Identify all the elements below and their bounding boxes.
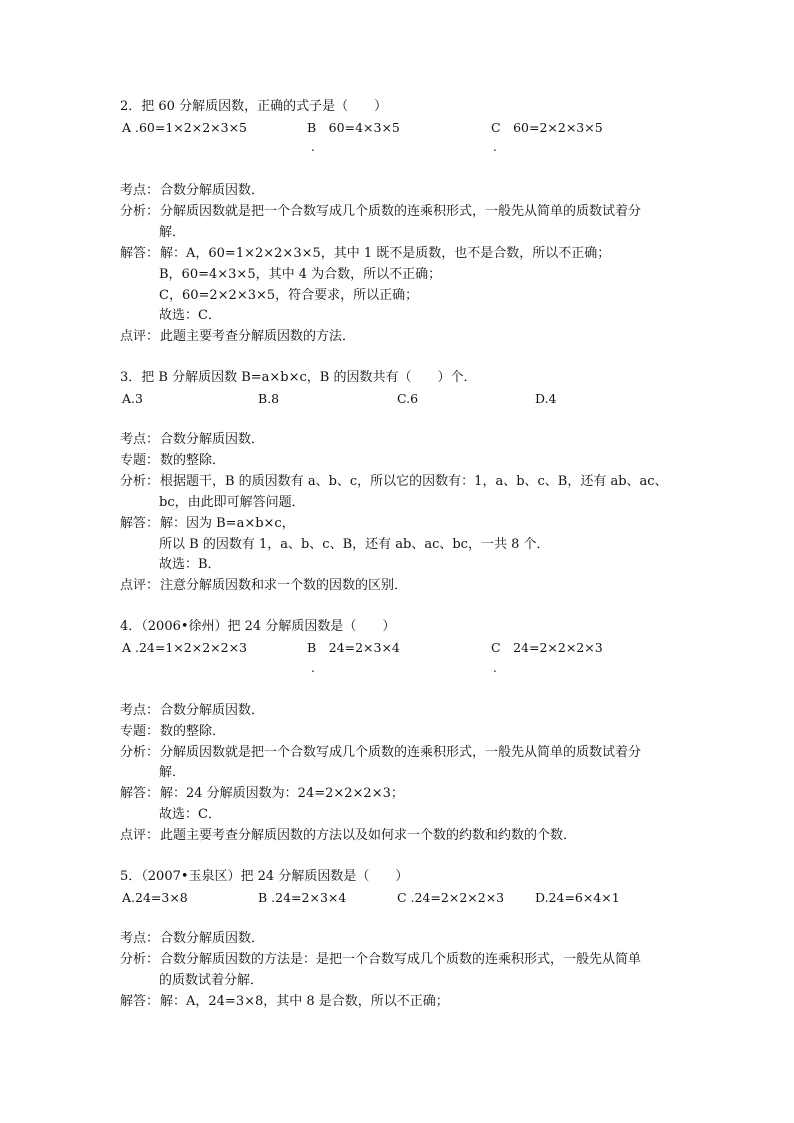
q2-fenxi-cont: 解． [159, 225, 186, 240]
q3-kaodian: 考点：合数分解质因数． [120, 432, 265, 447]
q2-fenxi: 分析：分解质因数就是把一个合数写成几个质数的连乘积形式，一般先从简单的质数试着分 [120, 204, 642, 219]
q3-jieda-2: 所以 B 的因数有 1，a、b、c、B，还有 ab、ac、bc，一共 8 个． [159, 537, 550, 552]
q4-fenxi: 分析：分解质因数就是把一个合数写成几个质数的连乘积形式，一般先从简单的质数试着分 [120, 745, 642, 760]
q3-fenxi-cont: bc，由此即可解答问题． [159, 495, 305, 510]
q4-option-a: A .24=1×2×2×2×3 [122, 640, 248, 655]
q5-option-b: B .24=2×3×4 [258, 890, 347, 905]
q5-title: 5．（2007•玉泉区）把 24 分解质因数是（ ） [120, 869, 409, 884]
q5-fenxi: 分析：合数分解质因数的方法是：是把一个合数写成几个质数的连乘积形式，一般先从简单 [120, 952, 642, 967]
q2-jieda-4: 故选：C． [159, 308, 221, 323]
q5-kaodian: 考点：合数分解质因数． [120, 931, 265, 946]
q2-kaodian: 考点：合数分解质因数． [120, 183, 265, 198]
q4-title: 4．（2006•徐州）把 24 分解质因数是（ ） [120, 619, 396, 634]
q3-option-c: C.6 [397, 391, 419, 406]
q5-option-d: D.24=6×4×1 [535, 890, 620, 905]
q5-fenxi-cont: 的质数试着分解． [159, 973, 264, 988]
q4-kaodian: 考点：合数分解质因数． [120, 703, 265, 718]
q2-dot-c: . [493, 140, 497, 154]
q4-option-b: B 24=2×3×4 [307, 640, 400, 655]
q5-jieda: 解答：解：A，24=3×8，其中 8 是合数，所以不正确； [120, 994, 449, 1009]
q2-option-a: A .60=1×2×2×3×5 [122, 120, 248, 135]
q2-jieda-3: C，60=2×2×3×5，符合要求，所以正确； [159, 288, 419, 303]
q4-jieda: 解答：解：24 分解质因数为：24=2×2×2×3； [120, 786, 404, 801]
q3-zhuanti: 专题：数的整除． [120, 453, 226, 468]
q2-option-b: B 60=4×3×5 [307, 120, 400, 135]
q4-fenxi-cont: 解． [159, 765, 186, 780]
q4-dot-b: . [311, 661, 315, 675]
q2-title: 2．把 60 分解质因数，正确的式子是（ ） [120, 99, 388, 114]
q3-jieda-3: 故选：B． [159, 557, 221, 572]
q2-jieda-2: B，60=4×3×5，其中 4 为合数，所以不正确； [159, 267, 442, 282]
q2-option-c: C 60=2×2×3×5 [491, 120, 603, 135]
q3-option-a: A.3 [122, 391, 143, 406]
q5-option-c: C .24=2×2×2×3 [397, 890, 505, 905]
q4-option-c: C 24=2×2×2×3 [491, 640, 603, 655]
q3-jieda: 解答：解：因为 B=a×b×c， [120, 516, 295, 531]
q4-dianping: 点评：此题主要考查分解质因数的方法以及如何求一个数的约数和约数的个数． [120, 828, 577, 843]
q4-zhuanti: 专题：数的整除． [120, 724, 226, 739]
q3-dianping: 点评：注意分解质因数和求一个数的因数的区别． [120, 578, 408, 593]
q2-dianping: 点评：此题主要考查分解质因数的方法． [120, 329, 356, 344]
q4-dot-c: . [493, 661, 497, 675]
q2-jieda: 解答：解：A，60=1×2×2×3×5，其中 1 既不是质数，也不是合数，所以不正确； [120, 246, 611, 261]
q5-option-a: A.24=3×8 [122, 890, 188, 905]
q3-title: 3．把 B 分解质因数 B=a×b×c，B 的因数共有（ ）个． [120, 370, 477, 385]
q4-jieda-2: 故选：C． [159, 807, 221, 822]
q2-dot-b: . [311, 140, 315, 154]
q3-fenxi: 分析：根据题干，B 的质因数有 a、b、c，所以它的因数有：1，a、b、c、B，还有 ab、ac、 [120, 474, 668, 489]
q3-option-b: B.8 [258, 391, 280, 406]
q3-option-d: D.4 [535, 391, 557, 406]
